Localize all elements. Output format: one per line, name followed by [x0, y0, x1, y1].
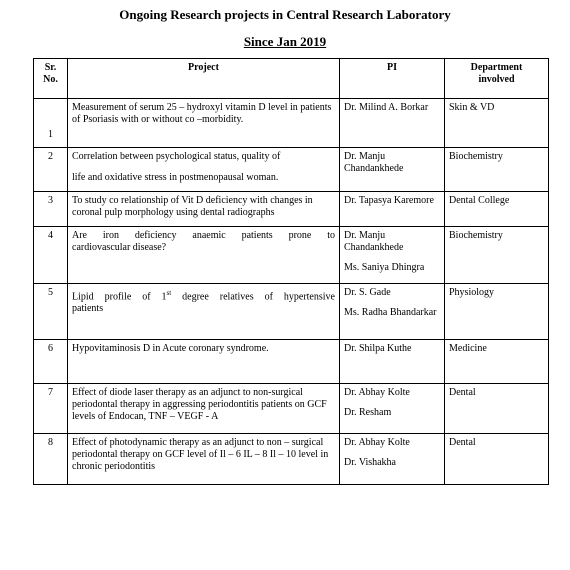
pi-name: Dr. Manju Chandankhede [344, 151, 404, 174]
pi-name: Dr. Tapasya Karemore [344, 195, 434, 206]
header-pi: PI [340, 59, 445, 99]
pi-name: Dr. Shilpa Kuthe [344, 343, 412, 354]
sr-cell: 1 [34, 99, 68, 148]
pi-cell [340, 192, 445, 227]
ordinal-suffix: st [166, 289, 172, 297]
sr-cell: 4 [34, 227, 68, 284]
pi-name: Dr. Milind A. Borkar [344, 102, 429, 113]
header-dept-line2: involved [478, 74, 515, 85]
project-cell: Effect of photodynamic therapy as an adjunct to non – surgical periodontal therapy on GCF level of Il – 6 IL – 8 Il – 10 level in chronic periodontitis [68, 434, 340, 485]
pi-cell [340, 384, 445, 434]
project-line: Are iron deficiency anaemic patients prone to [72, 230, 335, 241]
table-row [34, 192, 549, 227]
project-text: Lipid profile of 1 [72, 291, 167, 303]
table-row [34, 384, 549, 434]
department-cell: Dental College [445, 192, 549, 227]
sr-cell: 7 [34, 384, 68, 434]
header-project: Project [68, 59, 340, 99]
research-projects-table [33, 58, 549, 485]
department-cell: Medicine [445, 340, 549, 384]
pi-name: Dr. Resham [344, 407, 392, 418]
pi-name: Ms. Radha Bhandarkar [344, 307, 437, 318]
department-cell: Physiology [445, 284, 549, 340]
pi-cell [340, 434, 445, 485]
sr-cell: 3 [34, 192, 68, 227]
department-cell: Biochemistry [445, 227, 549, 284]
sr-cell: 5 [34, 284, 68, 340]
project-line: life and oxidative stress in postmenopausal woman. [72, 172, 279, 183]
sr-cell: 2 [34, 148, 68, 192]
department-cell: Skin & VD [445, 99, 549, 148]
project-cell [68, 148, 340, 192]
table-row [34, 284, 549, 340]
project-line [72, 287, 335, 303]
project-cell [68, 227, 340, 284]
department-cell: Biochemistry [445, 148, 549, 192]
pi-cell [340, 227, 445, 284]
pi-name: Dr. Vishakha [344, 457, 396, 468]
pi-cell [340, 340, 445, 384]
pi-name: Dr. S. Gade [344, 287, 391, 298]
header-dept-line1: Department [470, 62, 523, 73]
table-row [34, 434, 549, 485]
project-line: Correlation between psychological status, quality of [72, 151, 281, 162]
project-cell [68, 284, 340, 340]
header-sr-line1: Sr. [44, 62, 57, 73]
pi-cell [340, 99, 445, 148]
header-sr-line2: No. [43, 74, 58, 85]
header-department [445, 59, 549, 99]
project-cell: Hypovitaminosis D in Acute coronary syndrome. [68, 340, 340, 384]
sr-cell: 6 [34, 340, 68, 384]
project-line: cardiovascular disease? [72, 242, 167, 253]
table-row [34, 340, 549, 384]
pi-name: Ms. Saniya Dhingra [344, 262, 425, 273]
pi-name: Dr. Manju Chandankhede [344, 230, 404, 253]
pi-cell [340, 148, 445, 192]
pi-name: Dr. Abhay Kolte [344, 387, 410, 398]
pi-name: Dr. Abhay Kolte [344, 437, 410, 448]
department-cell: Dental [445, 434, 549, 485]
document-subtitle: Since Jan 2019 [243, 34, 327, 49]
project-cell: Measurement of serum 25 – hydroxyl vitamin D level in patients of Psoriasis with or without co –morbidity. [68, 99, 340, 148]
department-cell: Dental [445, 384, 549, 434]
project-line: patients [72, 303, 104, 315]
pi-cell [340, 284, 445, 340]
project-text: degree relatives of hypertensive [171, 291, 335, 303]
table-row [34, 99, 549, 148]
sr-cell: 8 [34, 434, 68, 485]
table-header-row [34, 59, 549, 99]
project-cell: To study co relationship of Vit D deficiency with changes in coronal pulp morphology using dental radiographs [68, 192, 340, 227]
table-row [34, 148, 549, 192]
document-title: Ongoing Research projects in Central Research Laboratory [119, 7, 451, 22]
header-sr-no [34, 59, 68, 99]
table-row [34, 227, 549, 284]
project-cell: Effect of diode laser therapy as an adjunct to non-surgical periodontal therapy in aggressing periodontitis patients on GCF levels of Endocan, TNF – VEGF - A [68, 384, 340, 434]
